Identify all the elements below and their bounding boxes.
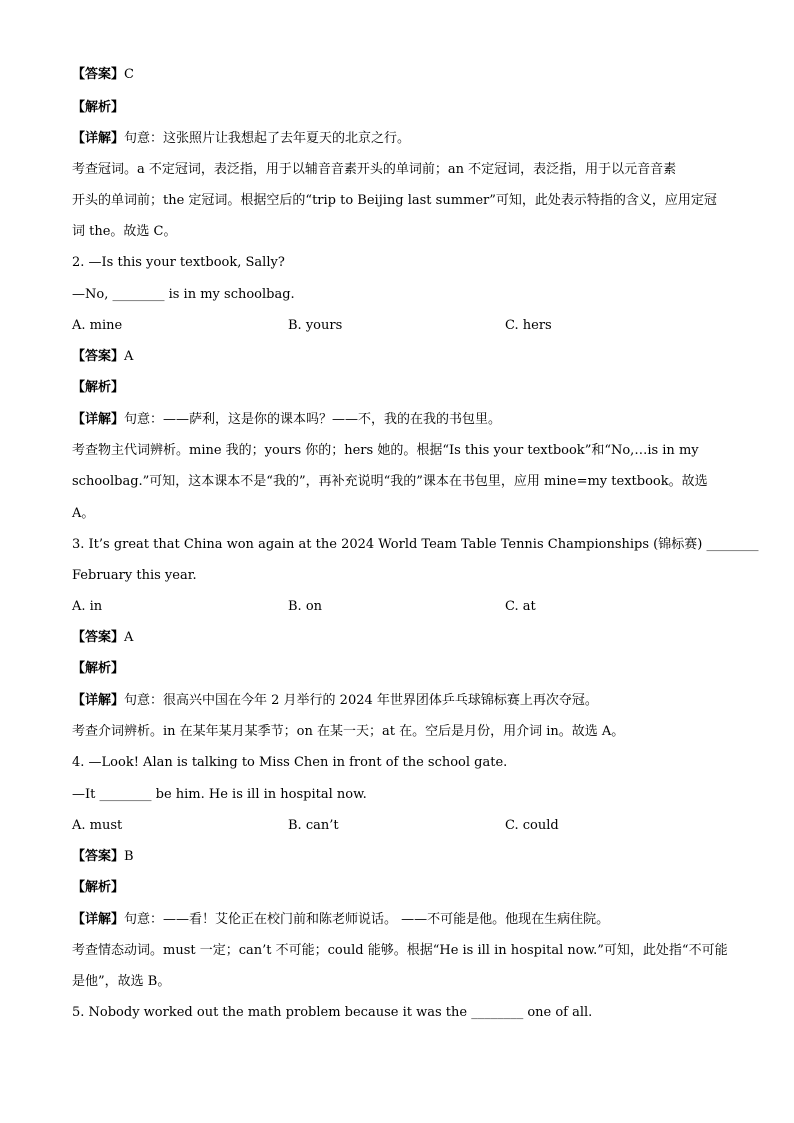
q3-option-a: A. in xyxy=(72,599,103,614)
q4-stem-line-1: 4. —Look! Alan is talking to Miss Chen in front of the school gate. xyxy=(72,755,508,770)
q3-option-b: B. on xyxy=(288,599,323,614)
q4-stem-line-2: —It ________ be him. He is ill in hospital now. xyxy=(72,787,367,802)
q2-stem-line-1: 2. —Is this your textbook, Sally? xyxy=(72,255,285,270)
q2-answer: 【答案】A xyxy=(72,349,134,364)
q1-explanation-line-3: 词 the。故选 C。 xyxy=(72,224,177,239)
q4-answer: 【答案】B xyxy=(72,849,134,864)
q4-option-a: A. must xyxy=(72,818,123,833)
q3-answer: 【答案】A xyxy=(72,630,134,645)
q4-detail: 【详解】句意：——看！艾伦正在校门前和陈老师说话。 ——不可能是他。他现在生病住院。 xyxy=(72,912,610,927)
q1-detail: 【详解】句意：这张照片让我想起了去年夏天的北京之行。 xyxy=(72,131,411,146)
q2-option-a: A. mine xyxy=(72,318,123,333)
q3-option-c: C. at xyxy=(505,599,536,614)
q1-explanation-line-1: 考查冠词。a 不定冠词，表泛指，用于以辅音音素开头的单词前；an 不定冠词，表泛指，用于以元音音素 xyxy=(72,162,677,177)
q4-option-c: C. could xyxy=(505,818,559,833)
q4-explanation-line-2: 是他”，故选 B。 xyxy=(72,974,171,989)
q2-explanation-line-3: A。 xyxy=(72,506,95,521)
q3-analysis-heading: 【解析】 xyxy=(72,661,125,676)
q4-option-b: B. can’t xyxy=(288,818,339,833)
q3-stem-line-1: 3. It’s great that China won again at the 2024 World Team Table Tennis Championships (锦标赛) ________ xyxy=(72,537,759,552)
q3-detail: 【详解】句意：很高兴中国在今年 2 月举行的 2024 年世界团体乒乓球锦标赛上再次夺冠。 xyxy=(72,693,598,708)
q2-explanation-line-1: 考查物主代词辨析。mine 我的；yours 你的；hers 她的。根据“Is this your textbook”和“No,…is in my xyxy=(72,443,699,458)
q4-analysis-heading: 【解析】 xyxy=(72,880,125,895)
q2-stem-line-2: —No, ________ is in my schoolbag. xyxy=(72,287,295,302)
q1-analysis-heading: 【解析】 xyxy=(72,100,125,115)
q3-explanation-line-1: 考查介词辨析。in 在某年某月某季节；on 在某一天；at 在。空后是月份，用介词 in。故选 A。 xyxy=(72,724,625,739)
q2-option-b: B. yours xyxy=(288,318,343,333)
q2-option-c: C. hers xyxy=(505,318,552,333)
q1-explanation-line-2: 开头的单词前；the 定冠词。根据空后的“trip to Beijing last summer”可知，此处表示特指的含义，应用定冠 xyxy=(72,193,717,208)
q4-explanation-line-1: 考查情态动词。must 一定；can’t 不可能；could 能够。根据“He is ill in hospital now.”可知，此处指“不可能 xyxy=(72,943,728,958)
q5-stem-line-1: 5. Nobody worked out the math problem because it was the ________ one of all. xyxy=(72,1005,593,1020)
q2-analysis-heading: 【解析】 xyxy=(72,380,125,395)
q1-answer: 【答案】C xyxy=(72,67,134,82)
q3-stem-line-2: February this year. xyxy=(72,568,197,583)
q2-detail: 【详解】句意：——萨利，这是你的课本吗？——不，我的在我的书包里。 xyxy=(72,412,502,427)
q2-explanation-line-2: schoolbag.”可知，这本课本不是“我的”，再补充说明“我的”课本在书包里，应用 mine=my textbook。故选 xyxy=(72,474,708,489)
